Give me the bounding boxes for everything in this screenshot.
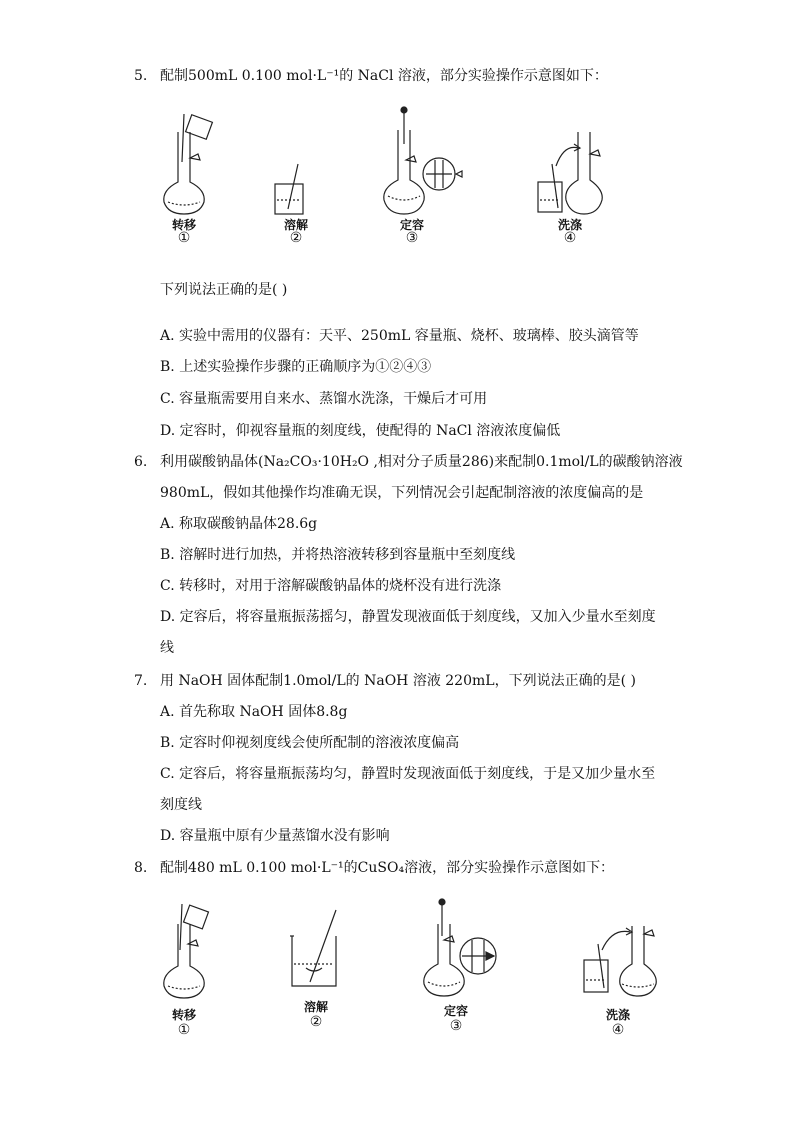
q8-step2-label: 溶解 [303,1000,328,1014]
q8-step1-label: 转移 [171,1008,196,1022]
q5-step1-label: 转移 [171,218,196,232]
q5-step2-mark: ② [289,230,303,246]
q7-option-a: A. 首先称取 NaOH 固体8.8g [160,704,348,720]
q6-option-a: A. 称取碳酸钠晶体28.6g [160,516,318,532]
q5-step1-mark: ① [177,230,191,246]
q6-option-d-cont: 线 [160,640,174,656]
q8-apparatus-drawing [160,900,660,1010]
q8-step4-label: 洗涤 [605,1008,630,1022]
q5-option-a: A. 实验中需用的仪器有：天平、250mL 容量瓶、烧杯、玻璃棒、胶头滴管等 [160,328,639,344]
q8-figure [160,900,660,1050]
q5-step2-label: 溶解 [283,218,308,232]
q6-option-b: B. 溶解时进行加热，并将热溶液转移到容量瓶中至刻度线 [160,547,516,563]
q5-figure [160,104,590,254]
q5-option-d: D. 定容时，仰视容量瓶的刻度线，使配得的 NaCl 溶液浓度偏低 [160,423,561,439]
q5-option-c: C. 容量瓶需要用自来水、蒸馏水洗涤，干燥后才可用 [160,391,488,407]
q8-step4-mark: ④ [611,1022,625,1038]
q6-stem-line1: 利用碳酸钠晶体(Na₂CO₃·10H₂O ,相对分子质量286)来配制0.1mol/L的碳酸钠溶液 [160,454,683,470]
q7-option-c: C. 定容后，将容量瓶振荡均匀，静置时发现液面低于刻度线，于是又加少量水至 [160,766,656,782]
q7-number: 7. [134,673,148,689]
q6-stem-line2: 980mL，假如其他操作均准确无误，下列情况会引起配制溶液的浓度偏高的是 [160,485,644,501]
q8-step1-mark: ① [177,1022,191,1038]
q8-stem: 配制480 mL 0.100 mol·L⁻¹的CuSO₄溶液，部分实验操作示意图如下： [160,860,615,876]
q5-step3-mark: ③ [405,230,419,246]
q5-apparatus-drawing [160,104,590,254]
q8-step3-label: 定容 [443,1004,468,1018]
q6-option-c: C. 转移时，对用于溶解碳酸钠晶体的烧杯没有进行洗涤 [160,578,502,594]
q8-step2-mark: ② [309,1014,323,1030]
q5-option-b: B. 上述实验操作步骤的正确顺序为①②④③ [160,359,432,375]
q5-stem: 配制500mL 0.100 mol·L⁻¹的 NaCl 溶液，部分实验操作示意图如下： [160,68,608,84]
q8-step3-mark: ③ [449,1018,463,1034]
q5-step4-label: 洗涤 [557,218,582,232]
q6-option-d: D. 定容后，将容量瓶振荡摇匀，静置发现液面低于刻度线，又加入少量水至刻度 [160,609,656,625]
q8-number: 8. [134,860,148,876]
q5-number: 5. [134,68,148,84]
q5-prompt: 下列说法正确的是( ) [160,282,288,298]
q7-option-d: D. 容量瓶中原有少量蒸馏水没有影响 [160,828,390,844]
q6-number: 6. [134,454,148,470]
q7-option-b: B. 定容时仰视刻度线会使所配制的溶液浓度偏高 [160,735,460,751]
q5-step3-label: 定容 [399,218,424,232]
q5-step4-mark: ④ [563,230,577,246]
q7-stem: 用 NaOH 固体配制1.0mol/L的 NaOH 溶液 220mL，下列说法正确的是( ) [160,673,636,689]
q7-option-c-cont: 刻度线 [160,797,202,813]
